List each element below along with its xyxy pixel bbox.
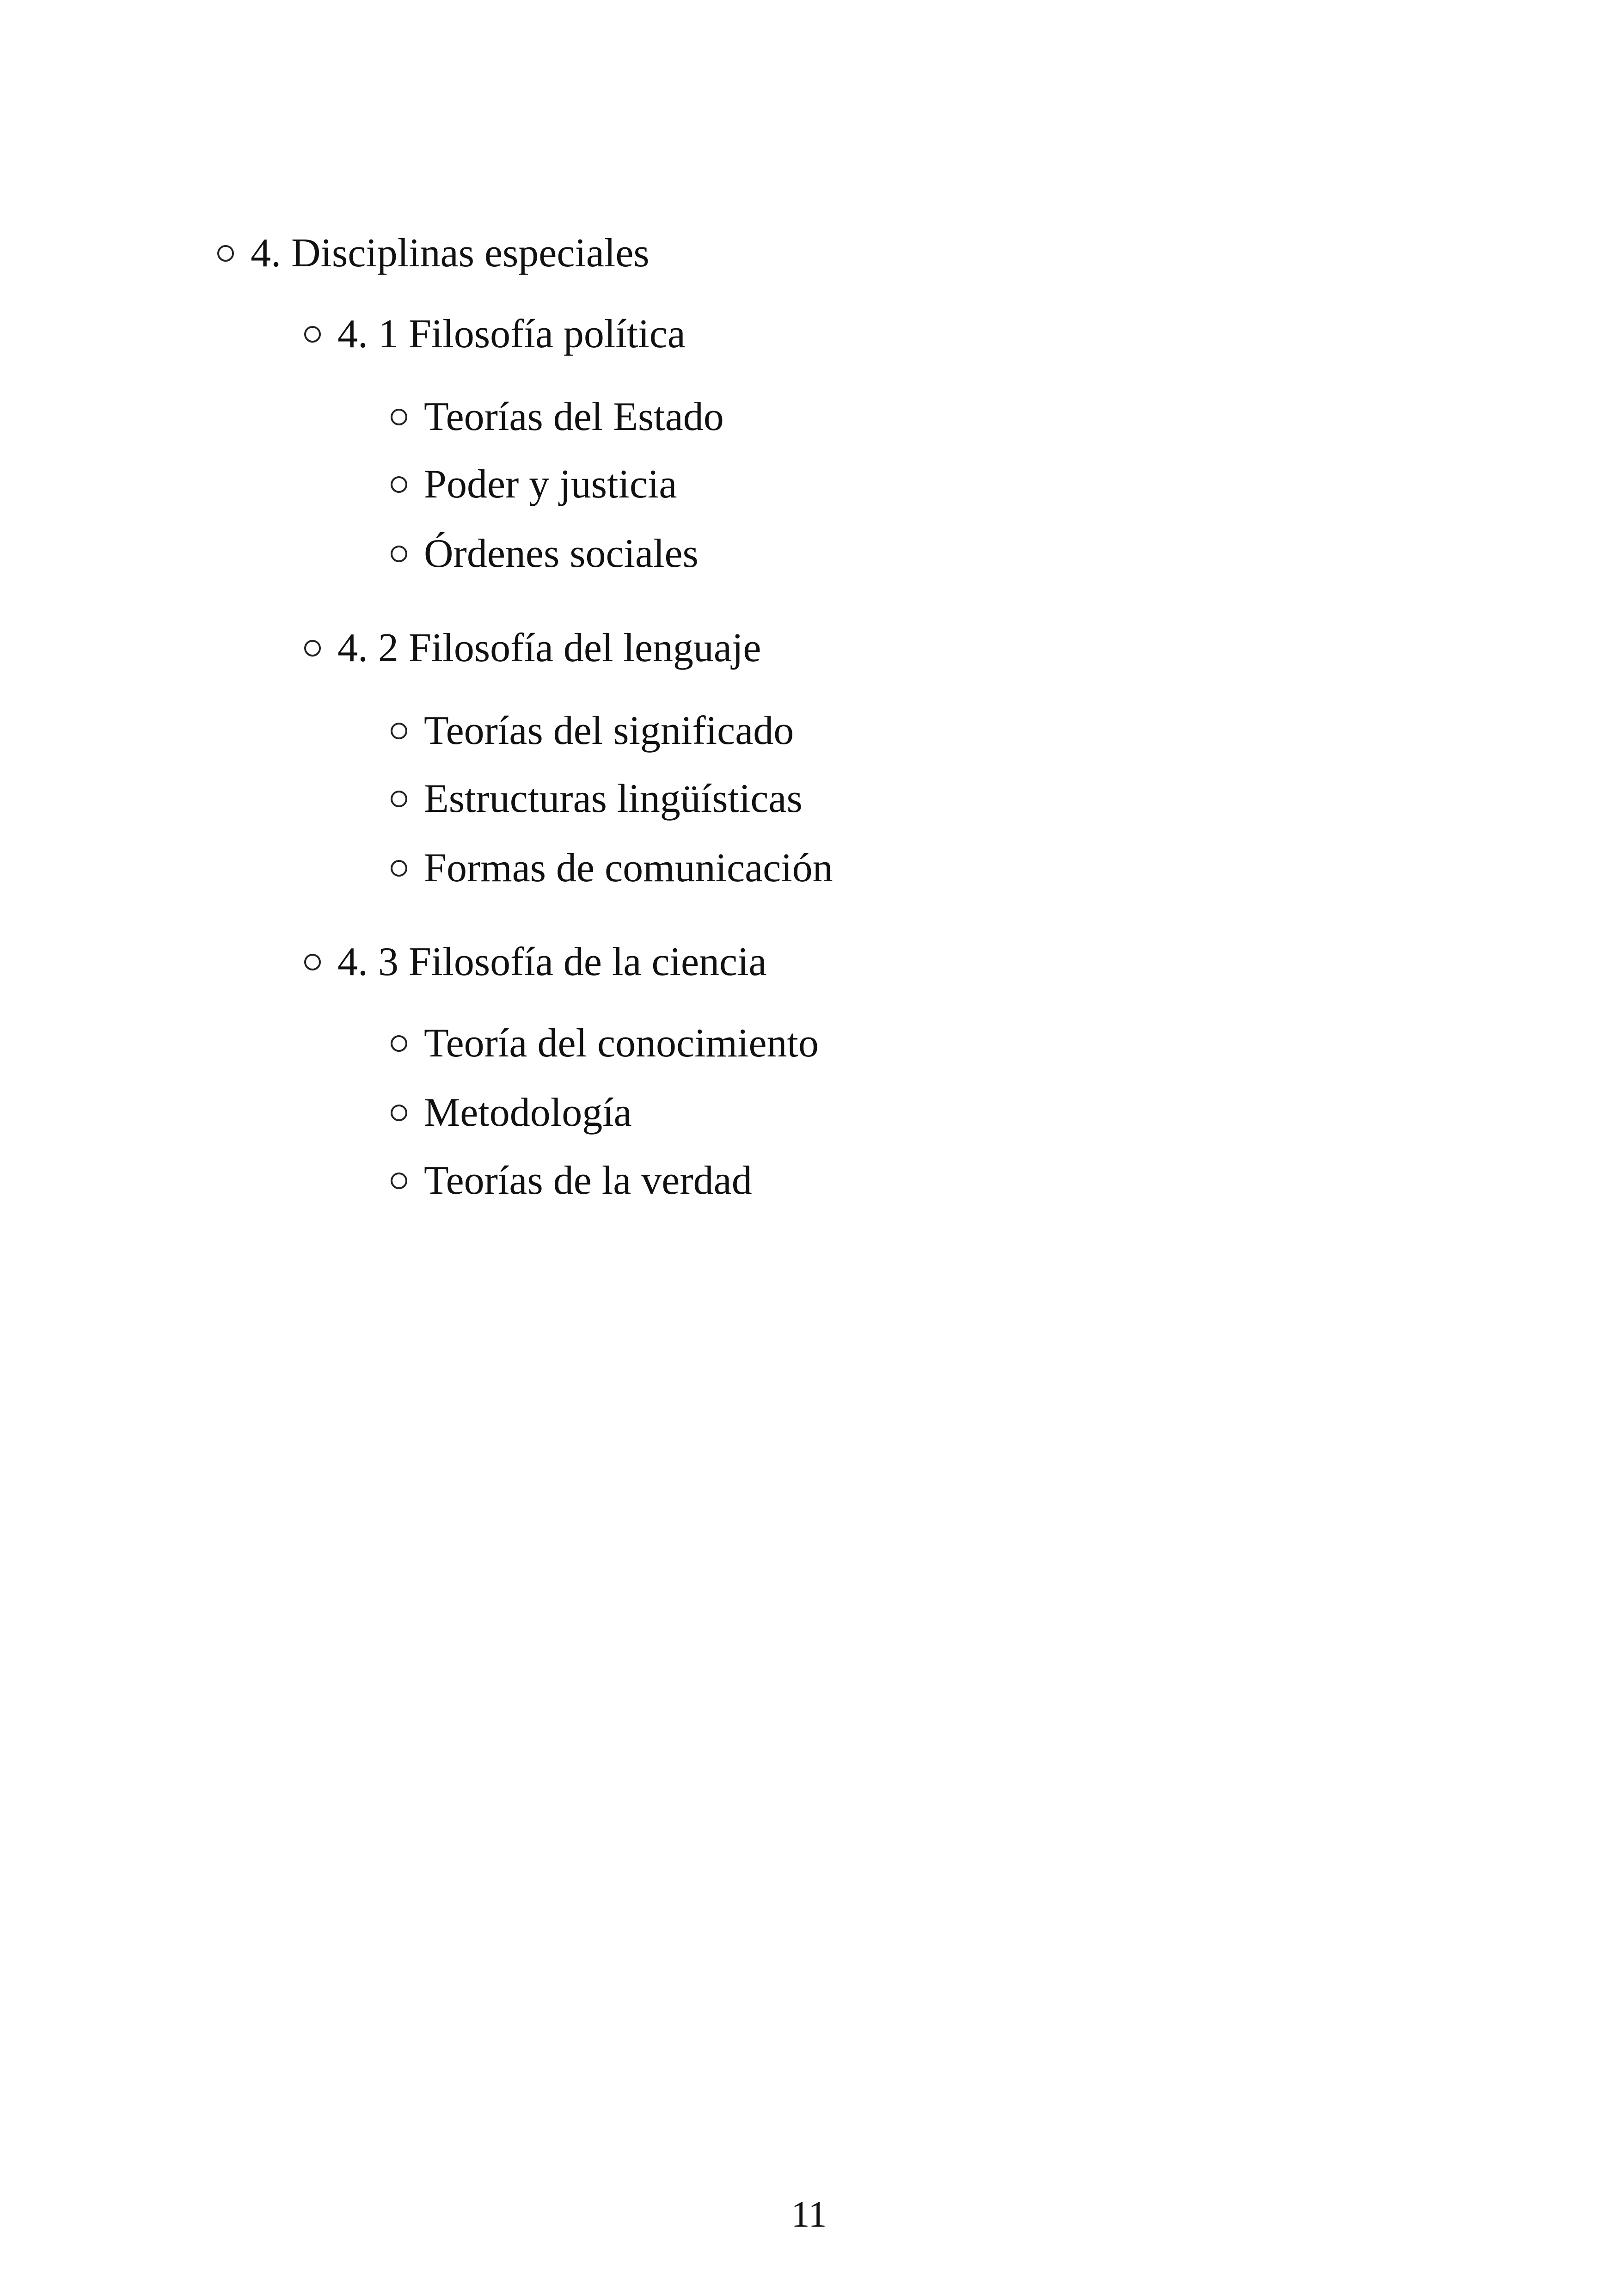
circle-bullet-icon: [304, 640, 321, 657]
outline-item: [391, 708, 794, 754]
outline-item: [391, 1158, 752, 1204]
item-label: Poder y justicia: [424, 462, 677, 507]
outline-item: [391, 776, 803, 822]
circle-bullet-icon: [391, 860, 407, 877]
circle-bullet-icon: [304, 326, 321, 343]
item-label: Teoría del conocimiento: [424, 1021, 819, 1066]
subsection-title: 4. 3 Filosofía de la ciencia: [337, 939, 767, 984]
circle-bullet-icon: [391, 791, 407, 807]
circle-bullet-icon: [391, 1105, 407, 1121]
outline-item: [391, 461, 677, 508]
outline-item: [391, 531, 699, 577]
circle-bullet-icon: [391, 546, 407, 562]
circle-bullet-icon: [391, 723, 407, 739]
section-title: 4. Disciplinas especiales: [251, 231, 650, 276]
item-label: Metodología: [424, 1090, 632, 1135]
item-label: Teorías del significado: [424, 708, 794, 753]
item-label: Teorías de la verdad: [424, 1158, 752, 1203]
item-label: Órdenes sociales: [424, 531, 699, 576]
outline-item: [391, 845, 833, 891]
outline-item: [391, 1090, 632, 1136]
outline-item: [391, 1020, 819, 1067]
circle-bullet-icon: [304, 954, 321, 970]
subsection-title: 4. 1 Filosofía política: [337, 312, 686, 356]
circle-bullet-icon: [391, 1173, 407, 1189]
outline-item: [391, 394, 724, 440]
circle-bullet-icon: [391, 476, 407, 493]
item-label: Formas de comunicación: [424, 846, 833, 890]
circle-bullet-icon: [391, 1035, 407, 1052]
outline-section: [217, 230, 650, 276]
outline-subsection: [304, 939, 767, 985]
outline-subsection: [304, 311, 686, 357]
outline-subsection: [304, 625, 761, 671]
item-label: Estructuras lingüísticas: [424, 776, 803, 821]
circle-bullet-icon: [391, 409, 407, 425]
subsection-title: 4. 2 Filosofía del lenguaje: [337, 626, 761, 670]
circle-bullet-icon: [217, 245, 234, 262]
page-number: 11: [791, 2194, 827, 2235]
item-label: Teorías del Estado: [424, 394, 724, 439]
